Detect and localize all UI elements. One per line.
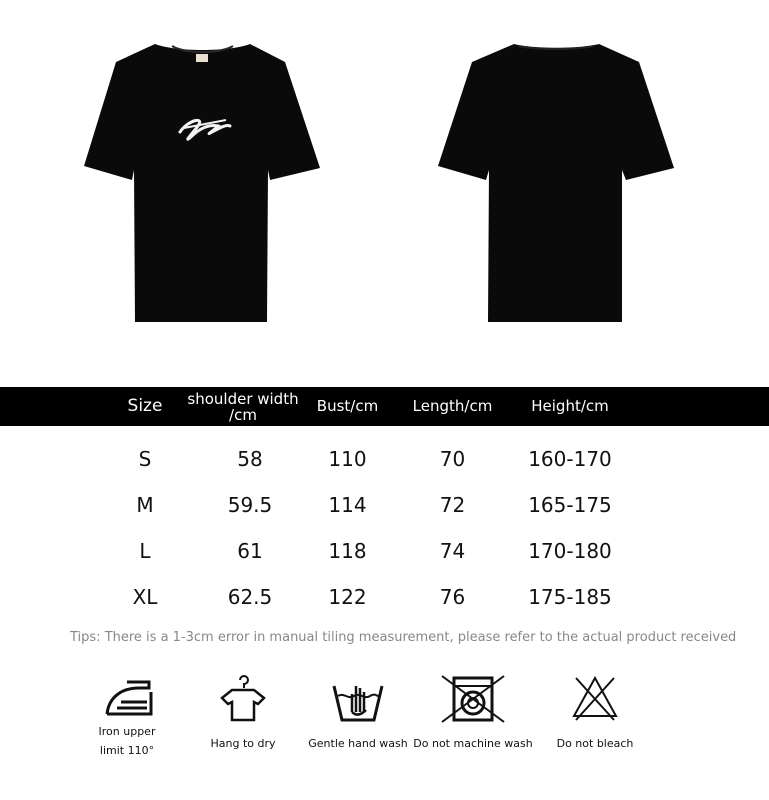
care-label: Do not machine wash bbox=[413, 737, 533, 750]
cell-shoulder: 59.5 bbox=[227, 493, 273, 517]
cell-bust: 110 bbox=[328, 447, 367, 471]
cell-length: 72 bbox=[439, 493, 466, 517]
iron-icon bbox=[97, 672, 157, 722]
tshirt-front-image bbox=[80, 40, 325, 330]
no-machine-wash-icon bbox=[438, 672, 508, 726]
table-row bbox=[0, 528, 769, 574]
care-label: Hang to dry bbox=[210, 737, 276, 750]
care-item-iron bbox=[82, 672, 172, 760]
tshirt-back-image bbox=[434, 40, 679, 330]
header-height: Height/cm bbox=[531, 397, 609, 415]
cell-length: 74 bbox=[439, 539, 466, 563]
cell-bust: 114 bbox=[328, 493, 367, 517]
cell-size: XL bbox=[132, 585, 158, 609]
cell-bust: 118 bbox=[328, 539, 367, 563]
care-instructions bbox=[0, 672, 769, 772]
care-label: Do not bleach bbox=[556, 737, 634, 750]
no-bleach-icon bbox=[570, 672, 620, 726]
care-label: Iron upper bbox=[98, 725, 156, 738]
cell-height: 170-180 bbox=[528, 539, 612, 563]
cell-height: 165-175 bbox=[528, 493, 612, 517]
cell-size: L bbox=[139, 539, 151, 563]
cell-shoulder: 61 bbox=[237, 539, 263, 563]
cell-shoulder: 62.5 bbox=[227, 585, 273, 609]
care-item-no-machine-wash bbox=[413, 672, 533, 753]
table-header bbox=[0, 387, 769, 426]
care-label: limit 110° bbox=[99, 744, 155, 757]
care-item-hand-wash bbox=[308, 672, 408, 753]
table-row bbox=[0, 574, 769, 620]
cell-shoulder: 58 bbox=[237, 447, 263, 471]
table-row bbox=[0, 482, 769, 528]
product-photos bbox=[0, 0, 769, 370]
cell-size: M bbox=[136, 493, 154, 517]
cell-length: 76 bbox=[439, 585, 466, 609]
care-item-no-bleach bbox=[545, 672, 645, 753]
cell-height: 175-185 bbox=[528, 585, 612, 609]
care-item-hang-dry bbox=[198, 672, 288, 753]
hand-wash-icon bbox=[330, 672, 386, 726]
cell-length: 70 bbox=[439, 447, 466, 471]
hanger-shirt-icon bbox=[218, 672, 268, 726]
size-table bbox=[0, 387, 769, 620]
cell-size: S bbox=[138, 447, 152, 471]
header-length: Length/cm bbox=[412, 397, 493, 415]
header-bust: Bust/cm bbox=[316, 397, 379, 415]
care-label: Gentle hand wash bbox=[308, 737, 408, 750]
header-shoulder-width: shoulder width /cm bbox=[187, 389, 299, 424]
table-row bbox=[0, 436, 769, 482]
header-size: Size bbox=[127, 396, 163, 416]
cell-bust: 122 bbox=[328, 585, 367, 609]
measurement-tips: Tips: There is a 1-3cm error in manual tiling measurement, please refer to the actual product received bbox=[70, 630, 737, 645]
cell-height: 160-170 bbox=[528, 447, 612, 471]
